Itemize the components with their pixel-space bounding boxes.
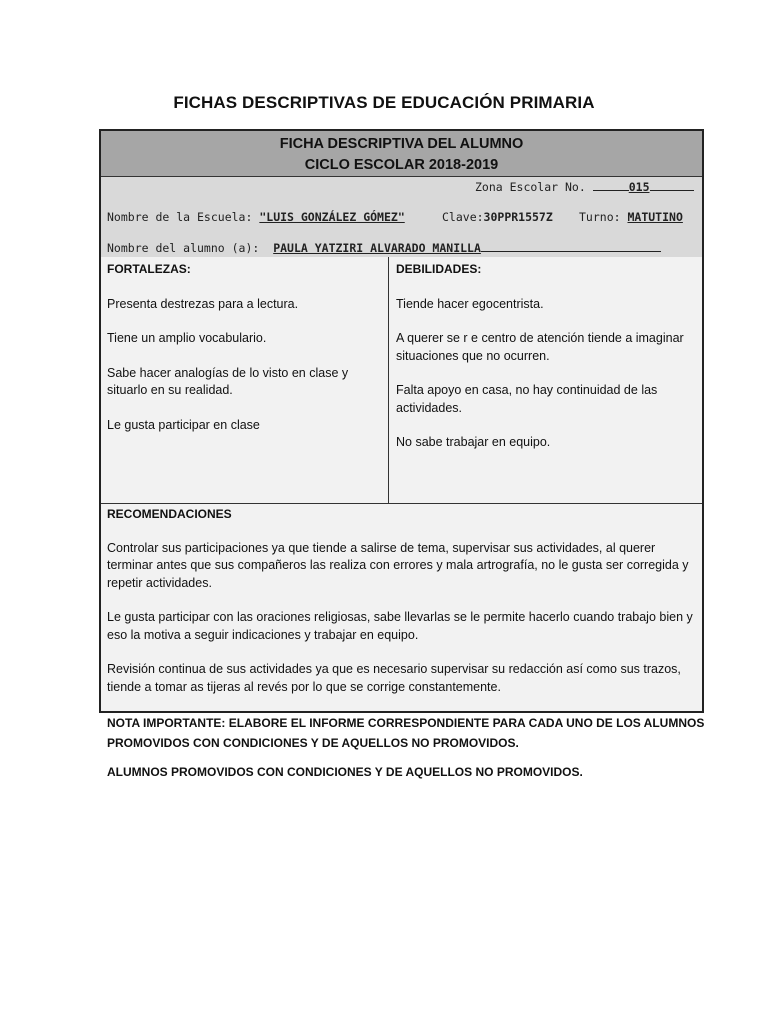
clave-row (442, 210, 553, 224)
alumno-label: Nombre del alumno (a): (107, 241, 260, 255)
recomendacion-paragraph: Le gusta participar con las oraciones religiosas, sabe llevarlas se le permite hacerlo cuando trabajo bien y eso la motiva a seguir indicaciones y trabajar en equipo. (107, 610, 693, 642)
debilidad-item: Tiende hacer egocentrista. (396, 296, 544, 311)
debilidad-item: No sabe trabajar en equipo. (396, 435, 551, 449)
fortalezas-column (101, 257, 389, 503)
escuela-value: "LUIS GONZÁLEZ GÓMEZ" (259, 210, 405, 224)
zona-escolar-fill-left (593, 179, 629, 191)
fortaleza-item: Presenta destrezas para a lectura. (107, 296, 299, 311)
alumno-row (107, 240, 661, 255)
zona-escolar-fill-right (650, 179, 694, 191)
debilidades-heading: DEBILIDADES: (396, 262, 482, 276)
zona-escolar-label: Zona Escolar No. (475, 180, 586, 194)
turno-label: Turno: (579, 210, 621, 224)
turno-row (579, 210, 683, 224)
notes-section (107, 713, 707, 791)
fortaleza-item: Tiene un amplio vocabulario. (107, 331, 267, 345)
escuela-label: Nombre de la Escuela: (107, 210, 253, 224)
ficha-header-title: FICHA DESCRIPTIVA DEL ALUMNO (279, 136, 524, 152)
important-note: NOTA IMPORTANTE: ELABORE EL INFORME CORRESPONDIENTE PARA CADA UNO DE LOS ALUMNOS PROMOVIDOS CON CONDICIONES Y DE AQUELLOS NO PROMOVIDOS. (107, 716, 705, 750)
alumno-value: PAULA YATZIRI ALVARADO MANILLA (273, 241, 481, 255)
ficha-header-cycle: CICLO ESCOLAR 2018-2019 (304, 157, 499, 173)
escuela-row (107, 210, 405, 224)
recomendacion-paragraph: Revisión continua de sus actividades ya que es necesario supervisar su redacción así como sus trazos, tiende a tomar as tijeras al revés por lo que se corrige constantemente. (107, 662, 681, 694)
student-info-section (101, 177, 702, 258)
clave-label: Clave: (442, 210, 484, 224)
turno-value: MATUTINO (627, 210, 683, 224)
debilidad-item: Falta apoyo en casa, no hay continuidad de las actividades. (396, 383, 658, 415)
recomendacion-paragraph: Controlar sus participaciones ya que tiende a salirse de tema, supervisar sus actividades, al querer terminar antes que sus compañeros las realiza con errores y mala artrografía, no le gusta ser corregida y repetir actividades. (107, 540, 689, 590)
secondary-note: ALUMNOS PROMOVIDOS CON CONDICIONES Y DE AQUELLOS NO PROMOVIDOS. (107, 765, 583, 779)
fortalezas-debilidades-section (101, 257, 702, 504)
clave-value: 30PPR1557Z (483, 210, 553, 224)
alumno-fill (481, 240, 661, 252)
recomendaciones-heading: RECOMENDACIONES (107, 507, 232, 521)
ficha-descriptiva-table (99, 129, 704, 713)
fortaleza-item: Sabe hacer analogías de lo visto en clase y situarlo en su realidad. (107, 365, 349, 397)
zona-escolar-row (475, 179, 694, 194)
page-title: FICHAS DESCRIPTIVAS DE EDUCACIÓN PRIMARIA (173, 93, 595, 112)
zona-escolar-value: 015 (628, 180, 650, 194)
debilidades-column (389, 257, 702, 503)
fortalezas-heading: FORTALEZAS: (107, 262, 191, 276)
ficha-header (101, 131, 702, 177)
recomendaciones-section (101, 504, 702, 711)
debilidad-item: A querer se r e centro de atención tiende a imaginar situaciones que no ocurren. (396, 331, 684, 363)
fortaleza-item: Le gusta participar en clase (107, 417, 260, 432)
